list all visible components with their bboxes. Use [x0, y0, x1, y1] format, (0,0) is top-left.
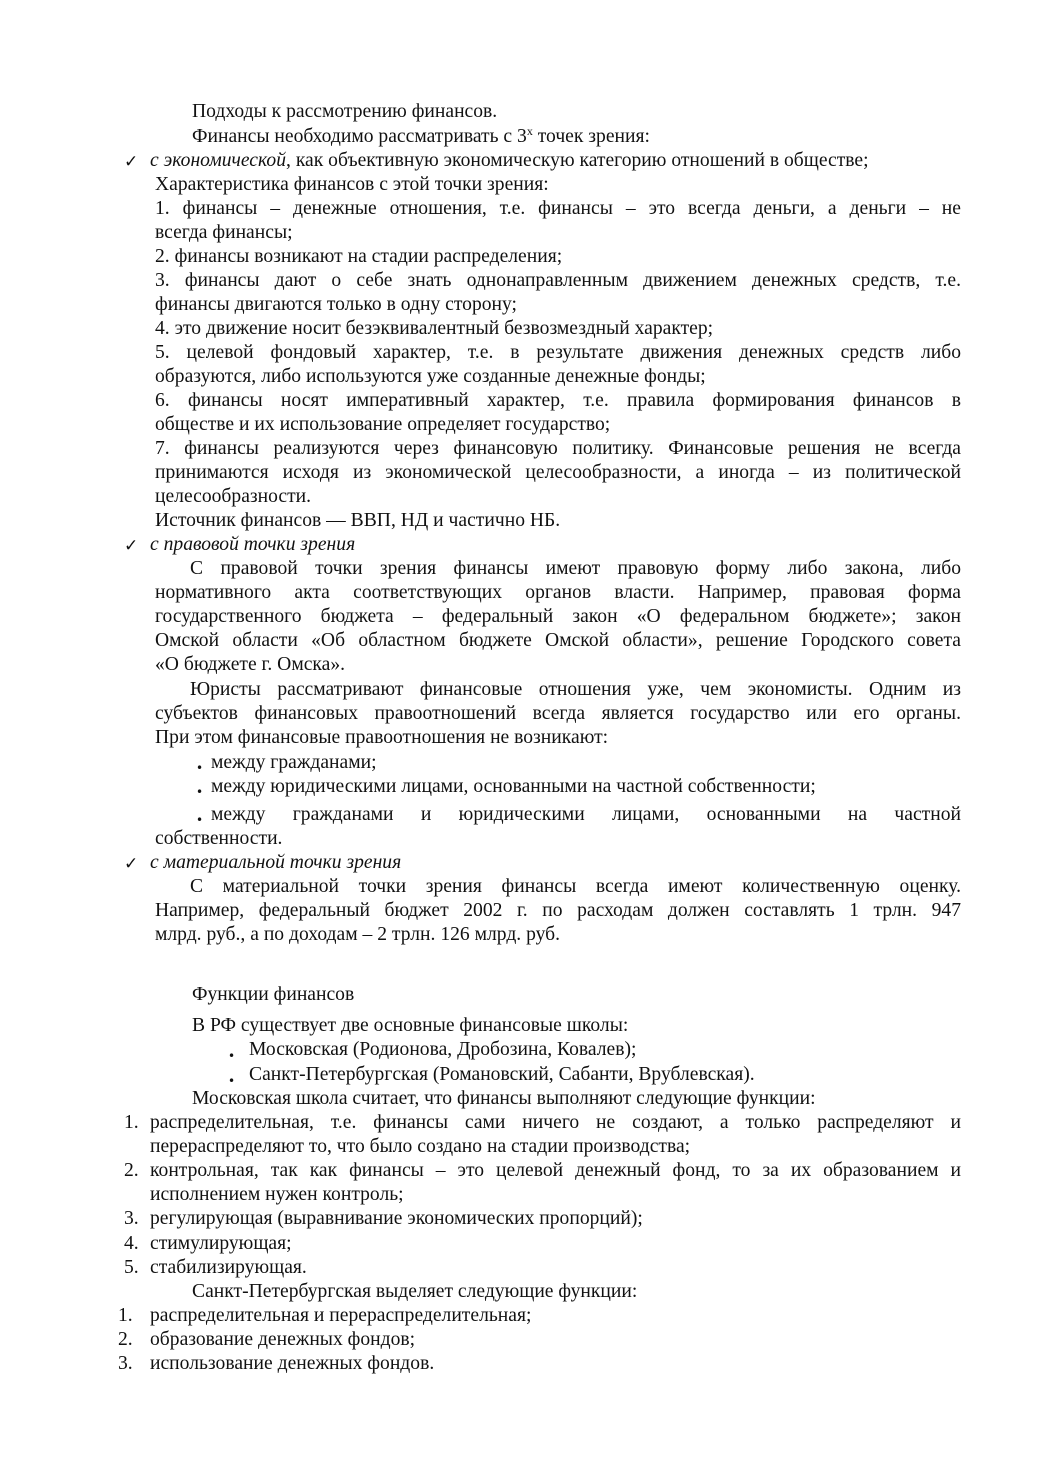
list-number: 3. — [118, 1353, 133, 1374]
legal-paragraph-1: С правовой точки зрения финансы имеют правовую форму либо закона, либо — [190, 558, 961, 579]
char-item-6: 6. финансы носят императивный характер, т.е. правила формирования финансов в — [155, 390, 961, 411]
intro-line: Финансы необходимо рассматривать с $3^х$ точек зрения: — [192, 124, 650, 147]
legal-paragraph-1-line3: государственного бюджета – федеральный закон «О федеральном бюджете»; закон — [155, 606, 961, 627]
moscow-function-1-cont: перераспределяют то, что было создано на стадии производства; — [150, 1136, 691, 1157]
char-item-3-cont: финансы двигаются только в одну сторону; — [155, 294, 518, 315]
bullet-icon: • — [196, 761, 204, 775]
legal-paragraph-1-end: «О бюджете г. Омска». — [155, 654, 346, 675]
spb-function-3: использование денежных фондов. — [150, 1353, 435, 1374]
moscow-function-5: стабилизирующая. — [150, 1257, 307, 1278]
list-number: 5. — [124, 1257, 139, 1278]
char-item-5-cont: образуются, либо используются уже созданные денежные фонды; — [155, 366, 706, 387]
moscow-intro: Московская школа считает, что финансы выполняют следующие функции: — [192, 1088, 816, 1109]
school-spb: Санкт-Петербургская (Романовский, Сабанти, Врублевская). — [249, 1064, 755, 1085]
list-number: 1. — [118, 1305, 133, 1326]
char-item-7-line2: принимаются исходя из экономической целесообразности, а иногда – из политической — [155, 462, 961, 483]
bullet-icon: • — [196, 785, 204, 799]
legal-paragraph-2: Юристы рассматривают финансовые отношения уже, чем экономисты. Одним из — [190, 679, 961, 700]
list-number: 2. — [124, 1160, 139, 1181]
char-item-5: 5. целевой фондовый характер, т.е. в результате движения денежных средств либо — [155, 342, 961, 363]
legal-bullet-3-cont: собственности. — [155, 828, 283, 849]
material-viewpoint: с материальной точки зрения — [150, 852, 402, 873]
list-number: 3. — [124, 1208, 139, 1229]
economic-viewpoint: с экономической, как объективную экономическую категорию отношений в обществе; — [150, 150, 869, 171]
char-item-4: 4. это движение носит безэквивалентный безвозмездный характер; — [155, 318, 714, 339]
moscow-function-1: распределительная, т.е. финансы сами ничего не создают, а только распределяют и — [150, 1112, 961, 1133]
char-item-2: 2. финансы возникают на стадии распределения; — [155, 246, 563, 267]
bullet-icon: • — [196, 813, 204, 827]
moscow-function-4: стимулирующая; — [150, 1233, 292, 1254]
school-moscow: Московская (Родионова, Дробозина, Ковалев); — [249, 1039, 637, 1060]
legal-paragraph-1-line4: Омской области «Об областном бюджете Омской области», решение Городского совета — [155, 630, 961, 651]
checkmark-icon: ✓ — [124, 152, 139, 172]
spb-function-2: образование денежных фондов; — [150, 1329, 416, 1350]
legal-paragraph-1-line2: нормативного акта соответствующих органов власти. Например, правовая форма — [155, 582, 961, 603]
bullet-icon: • — [228, 1074, 236, 1088]
bullet-icon: • — [228, 1049, 236, 1063]
material-paragraph-end: млрд. руб., а по доходам – 2 трлн. 126 млрд. руб. — [155, 924, 561, 945]
legal-paragraph-2-end: При этом финансовые правоотношения не возникают: — [155, 727, 609, 748]
legal-viewpoint: с правовой точки зрения — [150, 534, 356, 555]
spb-function-1: распределительная и перераспределительная; — [150, 1305, 532, 1326]
moscow-function-3: регулирующая (выравнивание экономических пропорций); — [150, 1208, 643, 1229]
material-paragraph: С материальной точки зрения финансы всегда имеют количественную оценку. — [190, 876, 961, 897]
char-item-3: 3. финансы дают о себе знать однонаправленным движением денежных средств, т.е. — [155, 270, 961, 291]
legal-bullet-2: между юридическими лицами, основанными на частной собственности; — [211, 776, 816, 797]
characteristics-title: Характеристика финансов с этой точки зрения: — [155, 174, 549, 195]
list-number: 1. — [124, 1112, 139, 1133]
list-number: 4. — [124, 1233, 139, 1254]
list-number: 2. — [118, 1329, 133, 1350]
checkmark-icon: ✓ — [124, 854, 139, 874]
char-item-7: 7. финансы реализуются через финансовую политику. Финансовые решения не всегда — [155, 438, 961, 459]
moscow-function-2: контрольная, так как финансы – это целевой денежный фонд, то за их образованием и — [150, 1160, 961, 1181]
char-item-6-cont: обществе и их использование определяет государство; — [155, 414, 611, 435]
material-paragraph-line2: Например, федеральный бюджет 2002 г. по расходам должен составлять 1 трлн. 947 — [155, 900, 961, 921]
checkmark-icon: ✓ — [124, 536, 139, 556]
legal-bullet-3: между гражданами и юридическими лицами, основанными на частной — [211, 804, 961, 825]
char-item-7-cont: целесообразности. — [155, 486, 312, 507]
legal-paragraph-2-line2: субъектов финансовых правоотношений всегда является государство или его органы. — [155, 703, 961, 724]
section-heading: Подходы к рассмотрению финансов. — [192, 101, 498, 122]
spb-intro: Санкт-Петербургская выделяет следующие функции: — [192, 1281, 638, 1302]
finance-source: Источник финансов — ВВП, НД и частично НБ. — [155, 510, 561, 531]
section-heading: Функции финансов — [192, 984, 355, 1005]
schools-intro: В РФ существует две основные финансовые школы: — [192, 1015, 629, 1036]
char-item-1: 1. финансы – денежные отношения, т.е. финансы – это всегда деньги, а деньги – не — [155, 198, 961, 219]
moscow-function-2-cont: исполнением нужен контроль; — [150, 1184, 404, 1205]
char-item-1-cont: всегда финансы; — [155, 222, 293, 243]
legal-bullet-1: между гражданами; — [211, 752, 377, 773]
